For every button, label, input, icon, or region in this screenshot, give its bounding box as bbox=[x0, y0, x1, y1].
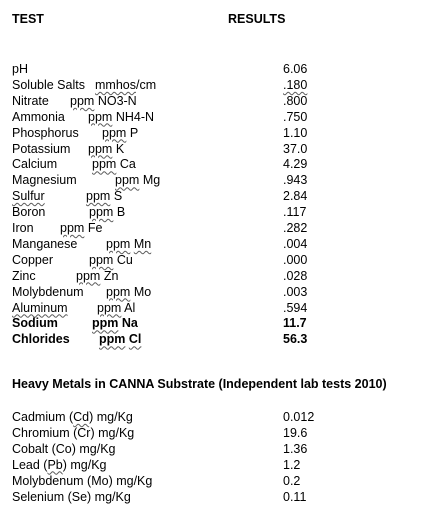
result-unit: ppm bbox=[92, 157, 117, 172]
heavy-metal-label: Chromium (Cr) mg/Kg bbox=[12, 425, 135, 440]
result-unit: ppm bbox=[89, 252, 114, 267]
result-unit: ppm bbox=[86, 189, 111, 204]
result-unit-species bbox=[106, 284, 151, 300]
header-results: RESULTS bbox=[228, 12, 286, 26]
result-row bbox=[0, 109, 446, 125]
result-row bbox=[0, 236, 446, 252]
result-unit-species bbox=[88, 141, 124, 157]
result-species: Mo bbox=[133, 284, 152, 299]
heavy-metal-row bbox=[0, 473, 446, 489]
result-unit-species bbox=[99, 331, 141, 347]
heavy-metal-label: Cadmium (Cd) mg/Kg bbox=[12, 410, 133, 424]
result-unit-species bbox=[86, 188, 122, 204]
result-unit: ppm bbox=[106, 236, 131, 251]
result-unit: ppm bbox=[97, 300, 122, 315]
result-value: .180 bbox=[283, 77, 308, 92]
result-unit: ppm bbox=[102, 125, 127, 140]
result-row bbox=[0, 156, 446, 172]
result-unit: ppm bbox=[88, 109, 113, 124]
heavy-metal-row bbox=[0, 441, 446, 457]
result-unit-species bbox=[92, 156, 136, 172]
result-unit: ppm bbox=[76, 268, 101, 283]
heavy-metal-label: Selenium (Se) mg/Kg bbox=[12, 489, 131, 504]
result-name: Molybdenum bbox=[12, 284, 84, 299]
result-unit-species bbox=[106, 236, 151, 252]
heavy-metal-value: 19.6 bbox=[283, 425, 308, 440]
result-row bbox=[0, 204, 446, 220]
heavy-metal-row bbox=[0, 489, 446, 505]
result-name: Potassium bbox=[12, 141, 71, 156]
result-name: Soluble Salts bbox=[12, 77, 85, 92]
result-value: .800 bbox=[283, 93, 308, 108]
result-unit: ppm bbox=[115, 173, 140, 188]
result-unit-species bbox=[95, 77, 156, 93]
result-species: Ca bbox=[119, 157, 136, 172]
result-unit-species bbox=[92, 315, 138, 331]
result-species: Cu bbox=[116, 252, 133, 267]
result-species: Al bbox=[124, 300, 136, 315]
heavy-metal-label: Lead (Pb) mg/Kg bbox=[12, 457, 107, 472]
result-value: 4.29 bbox=[283, 157, 308, 172]
heavy-metal-row bbox=[0, 457, 446, 473]
result-name: Iron bbox=[12, 221, 34, 235]
result-name: Chlorides bbox=[12, 332, 70, 347]
result-name: Copper bbox=[12, 252, 53, 267]
result-value: 2.84 bbox=[283, 189, 308, 204]
result-species: NO3-N bbox=[97, 93, 137, 108]
result-row bbox=[0, 61, 446, 77]
result-unit-species bbox=[97, 300, 135, 316]
result-value: .594 bbox=[283, 300, 308, 315]
result-row bbox=[0, 252, 446, 268]
result-unit: mmhos bbox=[95, 77, 136, 92]
result-row bbox=[0, 93, 446, 109]
result-value: .117 bbox=[283, 205, 307, 220]
result-row bbox=[0, 220, 446, 236]
result-unit-species bbox=[115, 172, 160, 188]
result-unit: ppm bbox=[106, 284, 131, 299]
result-species: S bbox=[113, 189, 123, 204]
result-row bbox=[0, 188, 446, 204]
result-name: Magnesium bbox=[12, 173, 77, 188]
result-unit: ppm bbox=[89, 205, 114, 220]
heavy-metal-value: 1.36 bbox=[283, 441, 308, 456]
result-row bbox=[0, 284, 446, 300]
result-species: Na bbox=[121, 316, 138, 331]
result-value: 37.0 bbox=[283, 141, 308, 156]
heavy-metal-row bbox=[0, 425, 446, 441]
heavy-metal-value: 0.012 bbox=[283, 410, 315, 424]
result-unit-species bbox=[76, 268, 118, 284]
result-value: .943 bbox=[283, 173, 308, 188]
result-value: .000 bbox=[283, 252, 308, 267]
result-row bbox=[0, 77, 446, 93]
result-value: 56.3 bbox=[283, 332, 308, 347]
header-test: TEST bbox=[12, 12, 44, 26]
result-row bbox=[0, 125, 446, 141]
heavy-metal-value: 0.2 bbox=[283, 473, 301, 488]
result-species: P bbox=[129, 125, 139, 140]
result-value: .750 bbox=[283, 109, 308, 124]
result-unit: ppm bbox=[99, 332, 126, 347]
result-name: Nitrate bbox=[12, 93, 49, 108]
result-value: .028 bbox=[283, 268, 308, 283]
result-name: Manganese bbox=[12, 236, 78, 251]
result-species: B bbox=[116, 205, 126, 220]
result-name: Boron bbox=[12, 205, 46, 220]
result-row bbox=[0, 172, 446, 188]
result-unit: ppm bbox=[92, 316, 119, 331]
result-row bbox=[0, 300, 446, 316]
result-species: K bbox=[115, 141, 125, 156]
result-species: /cm bbox=[135, 77, 157, 92]
result-unit-species bbox=[70, 93, 137, 109]
heavy-metal-value: 0.11 bbox=[283, 489, 307, 504]
result-unit-species bbox=[89, 252, 133, 268]
result-unit-species bbox=[89, 204, 125, 220]
result-species: Cl bbox=[128, 332, 142, 347]
result-name: Sodium bbox=[12, 316, 58, 331]
result-name: Phosphorus bbox=[12, 125, 79, 140]
result-name: Aluminum bbox=[12, 300, 68, 315]
result-species: Fe bbox=[87, 221, 103, 235]
result-row bbox=[0, 331, 446, 347]
result-unit-species bbox=[102, 125, 138, 141]
result-row bbox=[0, 268, 446, 284]
result-species: Mg bbox=[142, 173, 161, 188]
result-unit: ppm bbox=[88, 141, 113, 156]
result-unit-species bbox=[88, 109, 154, 125]
result-value: 6.06 bbox=[283, 62, 308, 76]
result-species: Zn bbox=[103, 268, 119, 283]
heavy-metal-label: Cobalt (Co) mg/Kg bbox=[12, 441, 116, 456]
result-row bbox=[0, 141, 446, 157]
heavy-metal-row bbox=[0, 409, 446, 425]
result-name: Calcium bbox=[12, 157, 58, 172]
result-name: Ammonia bbox=[12, 109, 65, 124]
result-name: Sulfur bbox=[12, 189, 45, 204]
heavy-metal-value: 1.2 bbox=[283, 457, 301, 472]
result-value: 1.10 bbox=[283, 125, 308, 140]
heavy-metals-title: Heavy Metals in CANNA Substrate (Independent lab tests 2010) bbox=[12, 377, 387, 391]
result-species: NH4-N bbox=[115, 109, 155, 124]
result-unit: ppm bbox=[70, 93, 95, 108]
result-name: Zinc bbox=[12, 268, 36, 283]
result-value: 11.7 bbox=[283, 316, 307, 331]
result-row bbox=[0, 315, 446, 331]
result-unit-species bbox=[60, 220, 102, 236]
result-name: pH bbox=[12, 62, 28, 76]
result-species: Mn bbox=[133, 236, 152, 251]
result-value: .282 bbox=[283, 221, 308, 235]
result-value: .004 bbox=[283, 236, 308, 251]
heavy-metal-label: Molybdenum (Mo) mg/Kg bbox=[12, 473, 153, 488]
result-unit: ppm bbox=[60, 221, 85, 235]
result-value: .003 bbox=[283, 284, 308, 299]
